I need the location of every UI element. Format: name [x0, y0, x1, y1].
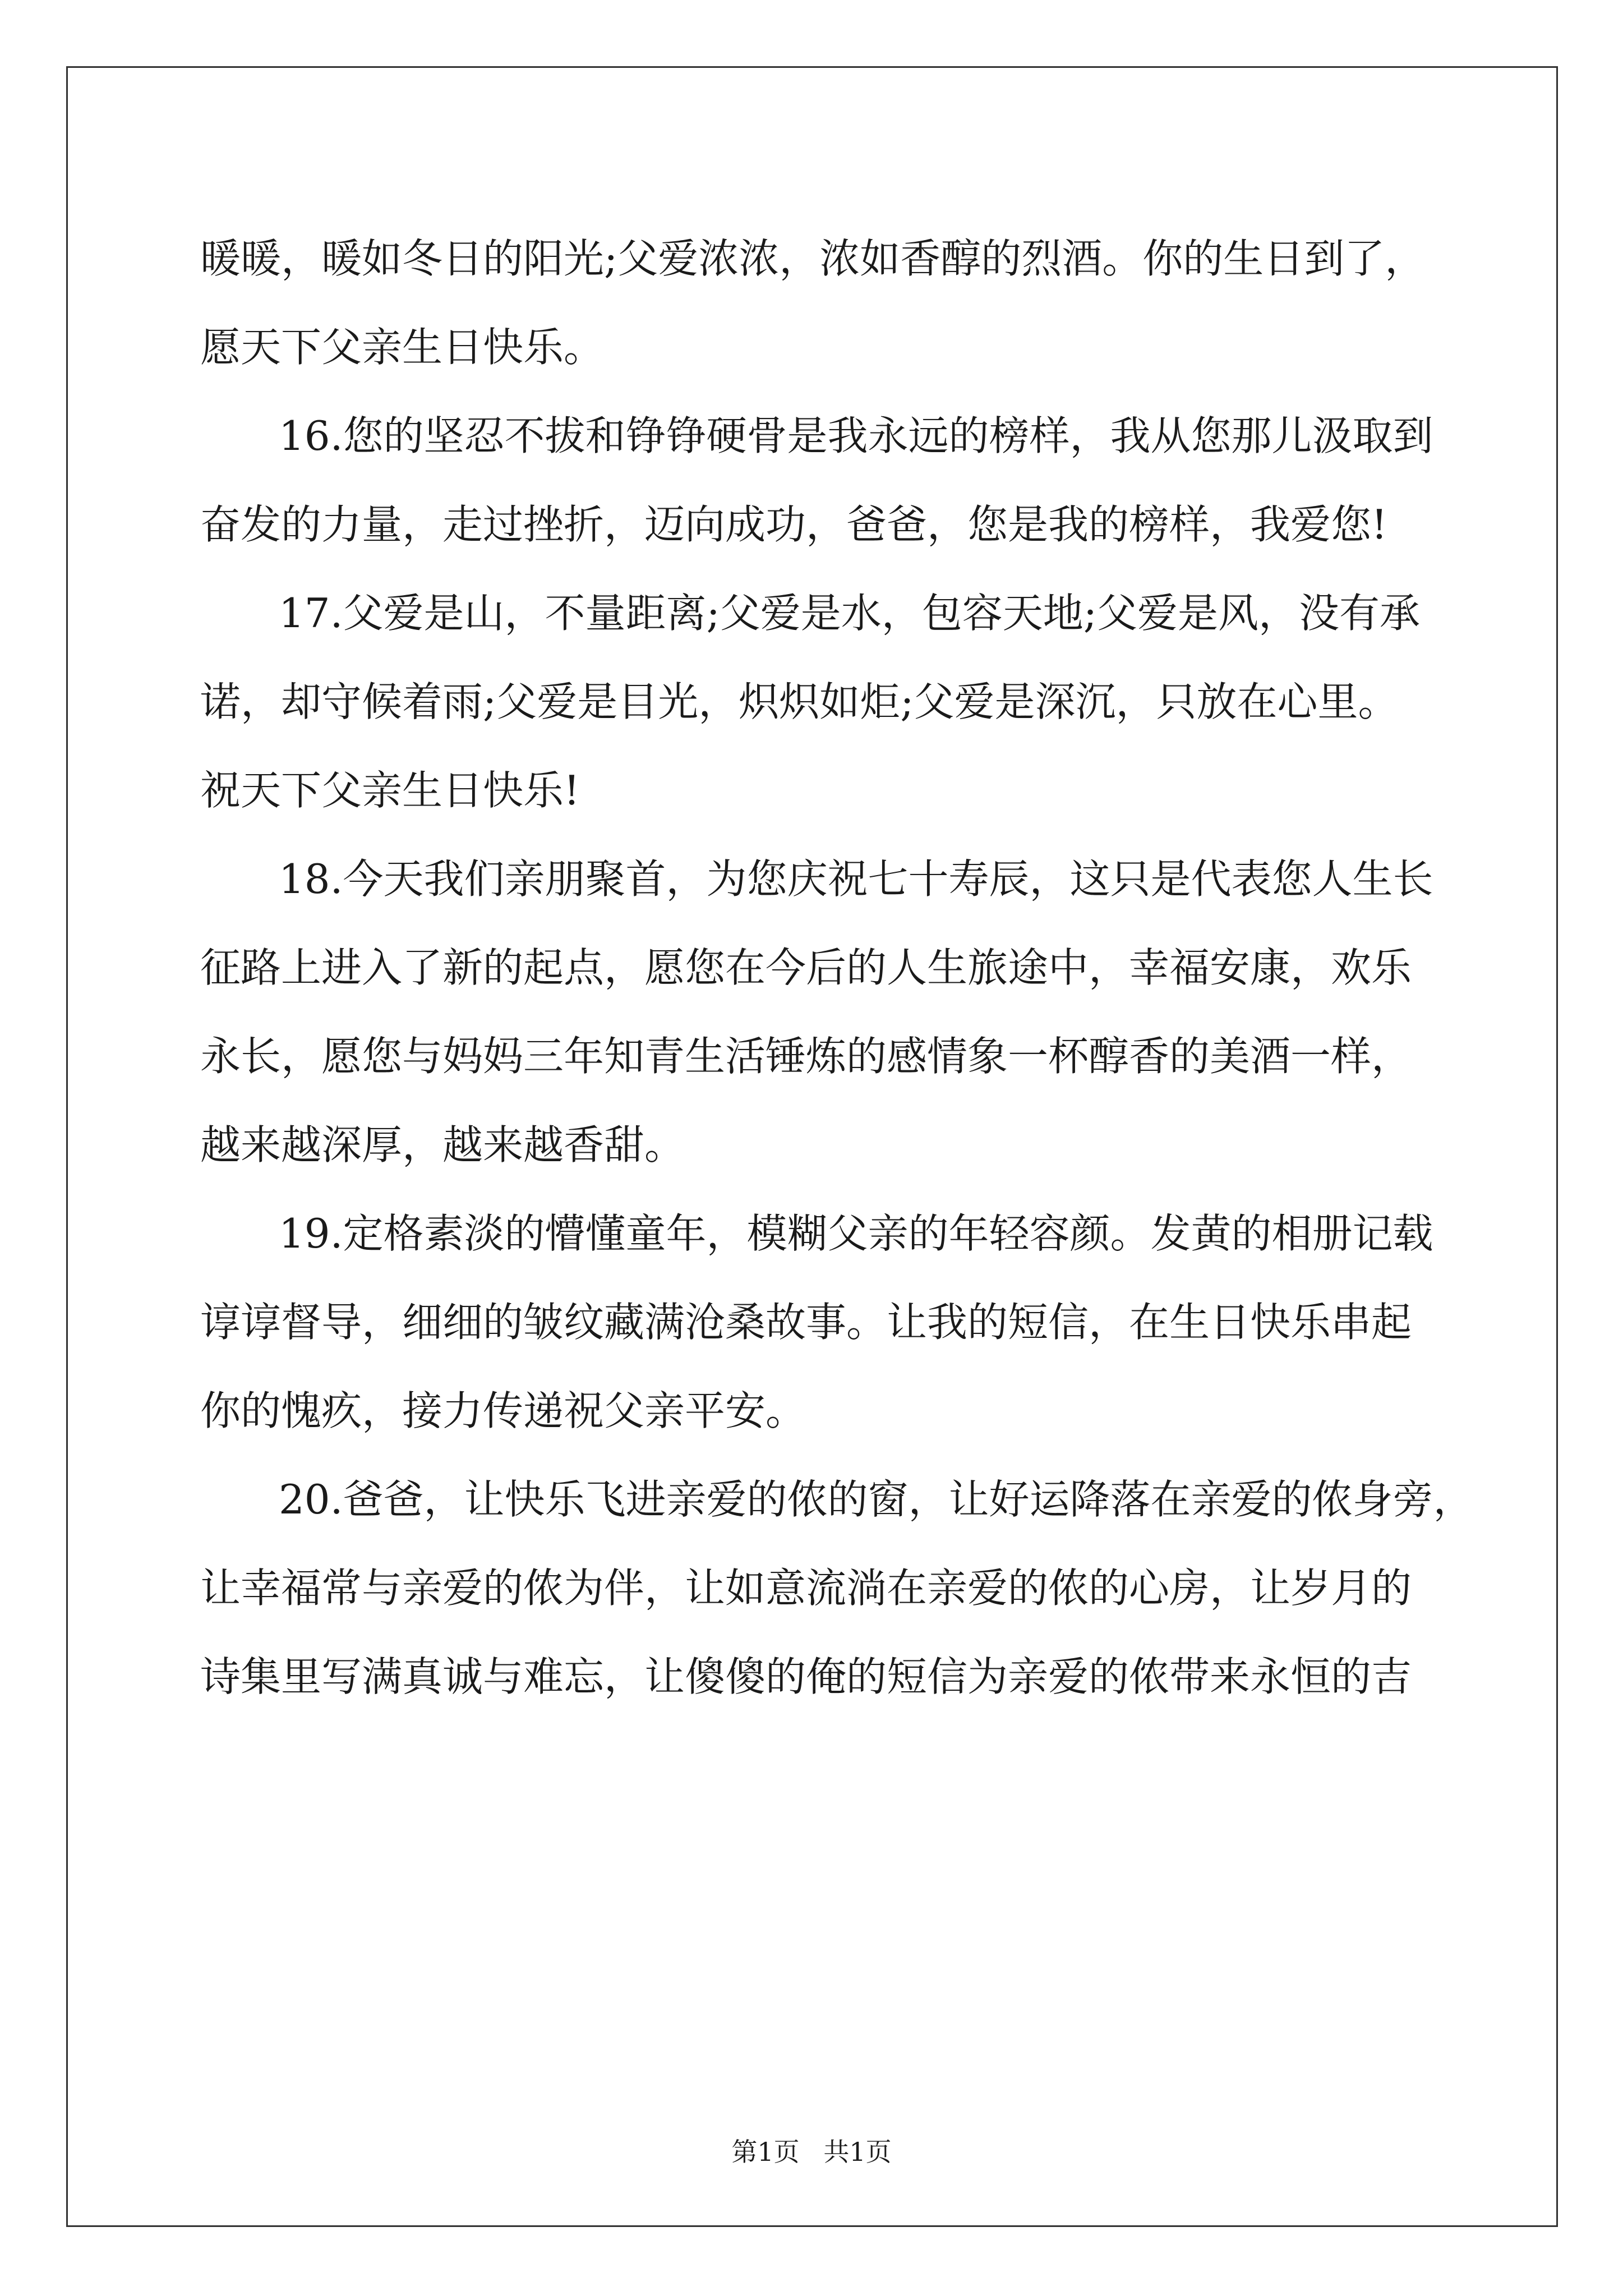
text-line-17: 诗集里写满真诚与难忘，让傻傻的俺的短信为亲爱的侬带来永恒的吉 — [200, 1653, 1412, 1700]
text-line-1: 暖暖，暖如冬日的阳光;父爱浓浓，浓如香醇的烈酒。你的生日到了， — [200, 235, 1426, 282]
text-line-9: 征路上进入了新的起点，愿您在今后的人生旅途中，幸福安康，欢乐 — [200, 944, 1412, 991]
text-line-4: 奋发的力量，走过挫折，迈向成功，爸爸，您是我的榜样，我爱您! — [200, 501, 1387, 548]
document-body — [200, 214, 1474, 1721]
text-line-5: 17.父爱是山，不量距离;父爱是水，包容天地;父爱是风，没有承 — [279, 590, 1421, 637]
text-line-15: 20.爸爸，让快乐飞进亲爱的侬的窗，让好运降落在亲爱的侬身旁， — [279, 1476, 1474, 1523]
text-line-13: 谆谆督导，细细的皱纹藏满沧桑故事。让我的短信，在生日快乐串起 — [200, 1299, 1412, 1346]
text-line-14: 你的愧疚，接力传递祝父亲平安。 — [200, 1387, 806, 1434]
page-number-current: 第1页 — [731, 2137, 800, 2167]
text-line-3: 16.您的坚忍不拔和铮铮硬骨是我永远的榜样，我从您那儿汲取到 — [279, 412, 1433, 459]
text-line-6: 诺，却守候着雨;父爱是目光，炽炽如炬;父爱是深沉，只放在心里。 — [200, 678, 1399, 725]
text-line-12: 19.定格素淡的懵懂童年，模糊父亲的年轻容颜。发黄的相册记载 — [279, 1210, 1433, 1257]
text-line-2: 愿天下父亲生日快乐。 — [200, 324, 605, 371]
text-line-11: 越来越深厚，越来越香甜。 — [200, 1121, 685, 1168]
text-line-10: 永长，愿您与妈妈三年知青生活锤炼的感情象一杯醇香的美酒一样， — [200, 1033, 1412, 1080]
text-line-7: 祝天下父亲生日快乐! — [200, 767, 580, 814]
text-line-16: 让幸福常与亲爱的侬为伴，让如意流淌在亲爱的侬的心房，让岁月的 — [200, 1565, 1412, 1612]
page-footer — [0, 2135, 1623, 2169]
page-number-total: 共1页 — [823, 2137, 892, 2167]
text-line-8: 18.今天我们亲朋聚首，为您庆祝七十寿辰，这只是代表您人生长 — [279, 855, 1433, 903]
